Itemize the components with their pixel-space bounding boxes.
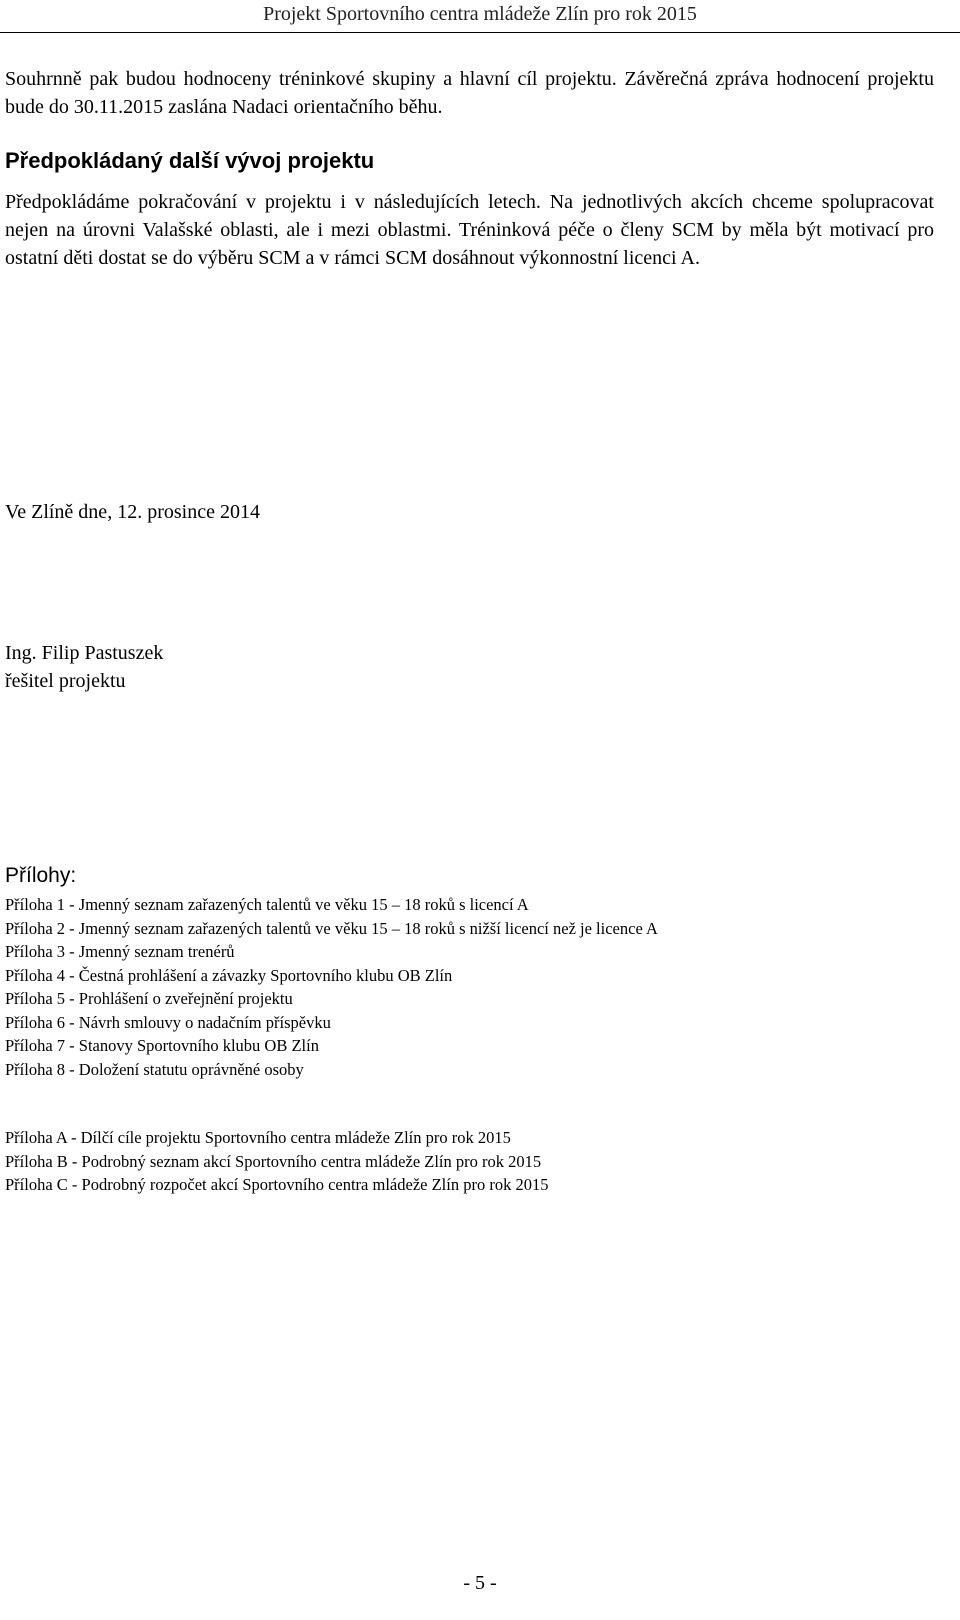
header-divider bbox=[0, 32, 960, 33]
attachment-item: Příloha 5 - Prohlášení o zveřejnění projektu bbox=[5, 989, 293, 1008]
place-date: Ve Zlíně dne, 12. prosince 2014 bbox=[5, 501, 260, 523]
attachment-item: Příloha 2 - Jmenný seznam zařazených talentů ve věku 15 – 18 roků s nižší licencí než je licence A bbox=[5, 918, 658, 938]
page-number: - 5 - bbox=[463, 1572, 497, 1594]
attachments-label: Přílohy: bbox=[5, 864, 77, 887]
attachment-item: Příloha A - Dílčí cíle projektu Sportovního centra mládeže Zlín pro rok 2015 bbox=[5, 1128, 511, 1147]
signatory-name: Ing. Filip Pastuszek bbox=[5, 642, 164, 664]
attachment-item: Příloha 6 - Návrh smlouvy o nadačním příspěvku bbox=[5, 1012, 331, 1032]
signatory-role: řešitel projektu bbox=[5, 670, 126, 692]
intro-paragraph: Souhrnně pak budou hodnoceny tréninkové skupiny a hlavní cíl projektu. Závěrečná zpráva hodnocení projektu bude do 30.11.2015 zaslána Nadaci orientačního běhu. bbox=[5, 68, 934, 118]
attachment-item: Příloha 3 - Jmenný seznam trenérů bbox=[5, 942, 235, 961]
section-body: Předpokládáme pokračování v projektu i v následujících letech. Na jednotlivých akcích chceme spolupracovat nejen na úrovni Valašské oblasti, ale i mezi oblastmi. Tréninková péče o členy SCM by měla být motivací pro ostatní děti dostat se do výběru SCM a v rámci SCM dosáhnout výkonnostní licenci A. bbox=[5, 191, 934, 269]
attachment-item: Příloha 8 - Doložení statutu oprávněné osoby bbox=[5, 1059, 304, 1079]
attachment-item: Příloha C - Podrobný rozpočet akcí Sportovního centra mládeže Zlín pro rok 2015 bbox=[5, 1175, 549, 1194]
attachment-item: Příloha B - Podrobný seznam akcí Sportovního centra mládeže Zlín pro rok 2015 bbox=[5, 1151, 542, 1171]
section-heading: Předpokládaný další vývoj projektu bbox=[5, 148, 375, 173]
page-header: Projekt Sportovního centra mládeže Zlín pro rok 2015 bbox=[263, 3, 697, 25]
attachment-item: Příloha 4 - Čestná prohlášení a závazky Sportovního klubu OB Zlín bbox=[5, 965, 453, 985]
attachment-item: Příloha 7 - Stanovy Sportovního klubu OB Zlín bbox=[5, 1036, 319, 1055]
attachment-item: Příloha 1 - Jmenný seznam zařazených talentů ve věku 15 – 18 roků s licencí A bbox=[5, 895, 529, 914]
